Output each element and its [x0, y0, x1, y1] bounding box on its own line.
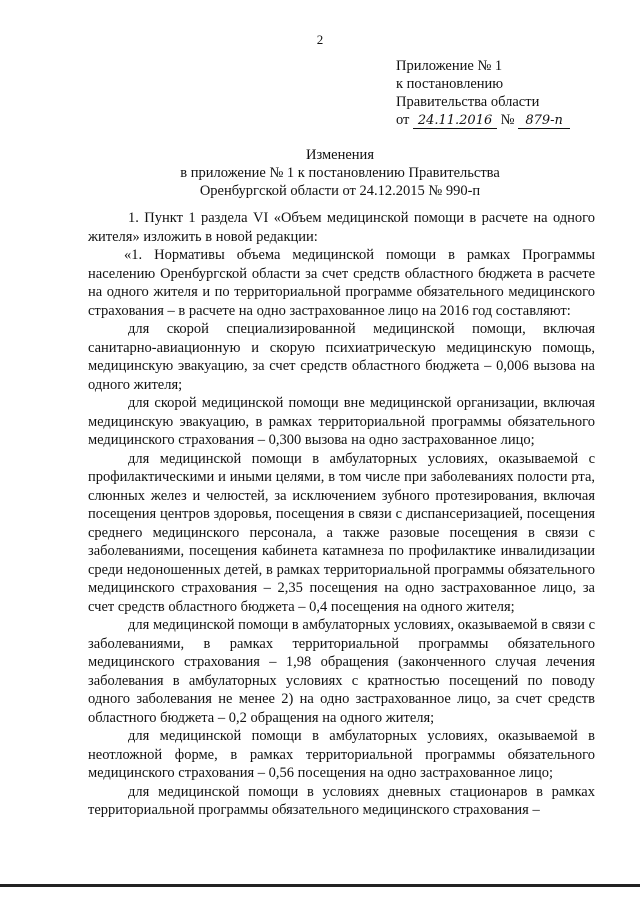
appendix-title: Приложение № 1 — [396, 58, 503, 74]
paragraph-7: для медицинской помощи в амбулаторных условиях, оказываемой в неотложной форме, в рамках территориальной программы обязательного медицинского страхования – 0,56 посещения на одно застрахованное лицо; — [88, 728, 595, 781]
paragraph-4: для скорой медицинской помощи вне медицинской организации, включая медицинскую эвакуацию, в рамках территориальной программы обязательного медицинского страхования – 0,300 вызова на одно застрахованное лицо; — [88, 395, 595, 448]
paragraph-3: для скорой специализированной медицинской помощи, включая санитарно-авиационную и скорую психиатрическую медицинскую помощь, медицинскую эвакуацию, за счет средств областного бюджета – 0,006 вызова на одного жителя; — [88, 321, 595, 393]
heading-title: Изменения — [306, 147, 374, 163]
document-heading — [80, 146, 600, 200]
appendix-authority: Правительства области — [396, 94, 540, 110]
paragraph-6: для медицинской помощи в амбулаторных условиях, оказываемой в связи с заболеваниями, в рамках территориальной программы обязательного медицинского страхования – 1,98 обращения (законченного случая лечения заболевания в амбулаторных условиях с кратностью посещений по поводу одного заболевания не менее 2) на одно застрахованное лицо, за счет средств областного бюджета – 0,2 обращения на одного жителя; — [88, 617, 595, 726]
paragraph-2: «1. Нормативы объема медицинской помощи в рамках Программы населению Оренбургской области за счет средств областного бюджета в расчете на одного жителя и по территориальной программе обязательного медицинского страхования – в расчете на одно застрахованное лицо на 2016 год составляют: — [88, 247, 595, 319]
page-number: 2 — [316, 32, 324, 47]
heading-subtitle-line2: Оренбургской области от 24.12.2015 № 990-п — [199, 183, 481, 199]
handwritten-date: 24.11.2016 — [413, 114, 497, 129]
paragraph-1: 1. Пункт 1 раздела VI «Объем медицинской помощи в расчете на одного жителя» изложить в новой редакции: — [88, 210, 595, 245]
document-body — [88, 209, 595, 820]
paragraph-5: для медицинской помощи в амбулаторных условиях, оказываемой с профилактическими и иными целями, в том числе при заболеваниях полости рта, слюнных желез и челюстей, за исключением зубного протезирования, включая посещения центров здоровья, посещения в связи с диспансеризацией, посещения среднего медицинского персонала, а также разовые посещения в связи с заболеваниями, посещения кабинета катамнеза по профилактике инвалидизации среди недоношенных детей, в рамках территориальной программы обязательного медицинского страхования – 2,35 посещения на одно застрахованное лицо, за счет средств областного бюджета – 0,4 посещения на одного жителя; — [88, 450, 595, 615]
appendix-date-line — [396, 111, 626, 129]
appendix-block — [396, 57, 626, 129]
paragraph-8: для медицинской помощи в условиях дневных стационаров в рамках территориальной программы обязательного медицинского страхования – — [88, 783, 595, 818]
scan-bottom-edge — [0, 884, 640, 887]
number-prefix: № — [500, 112, 515, 128]
handwritten-number: 879-п — [518, 114, 570, 129]
date-prefix: от — [396, 112, 410, 128]
appendix-reference: к постановлению — [396, 76, 504, 92]
heading-subtitle-line1: в приложение № 1 к постановлению Правительства — [180, 165, 500, 181]
